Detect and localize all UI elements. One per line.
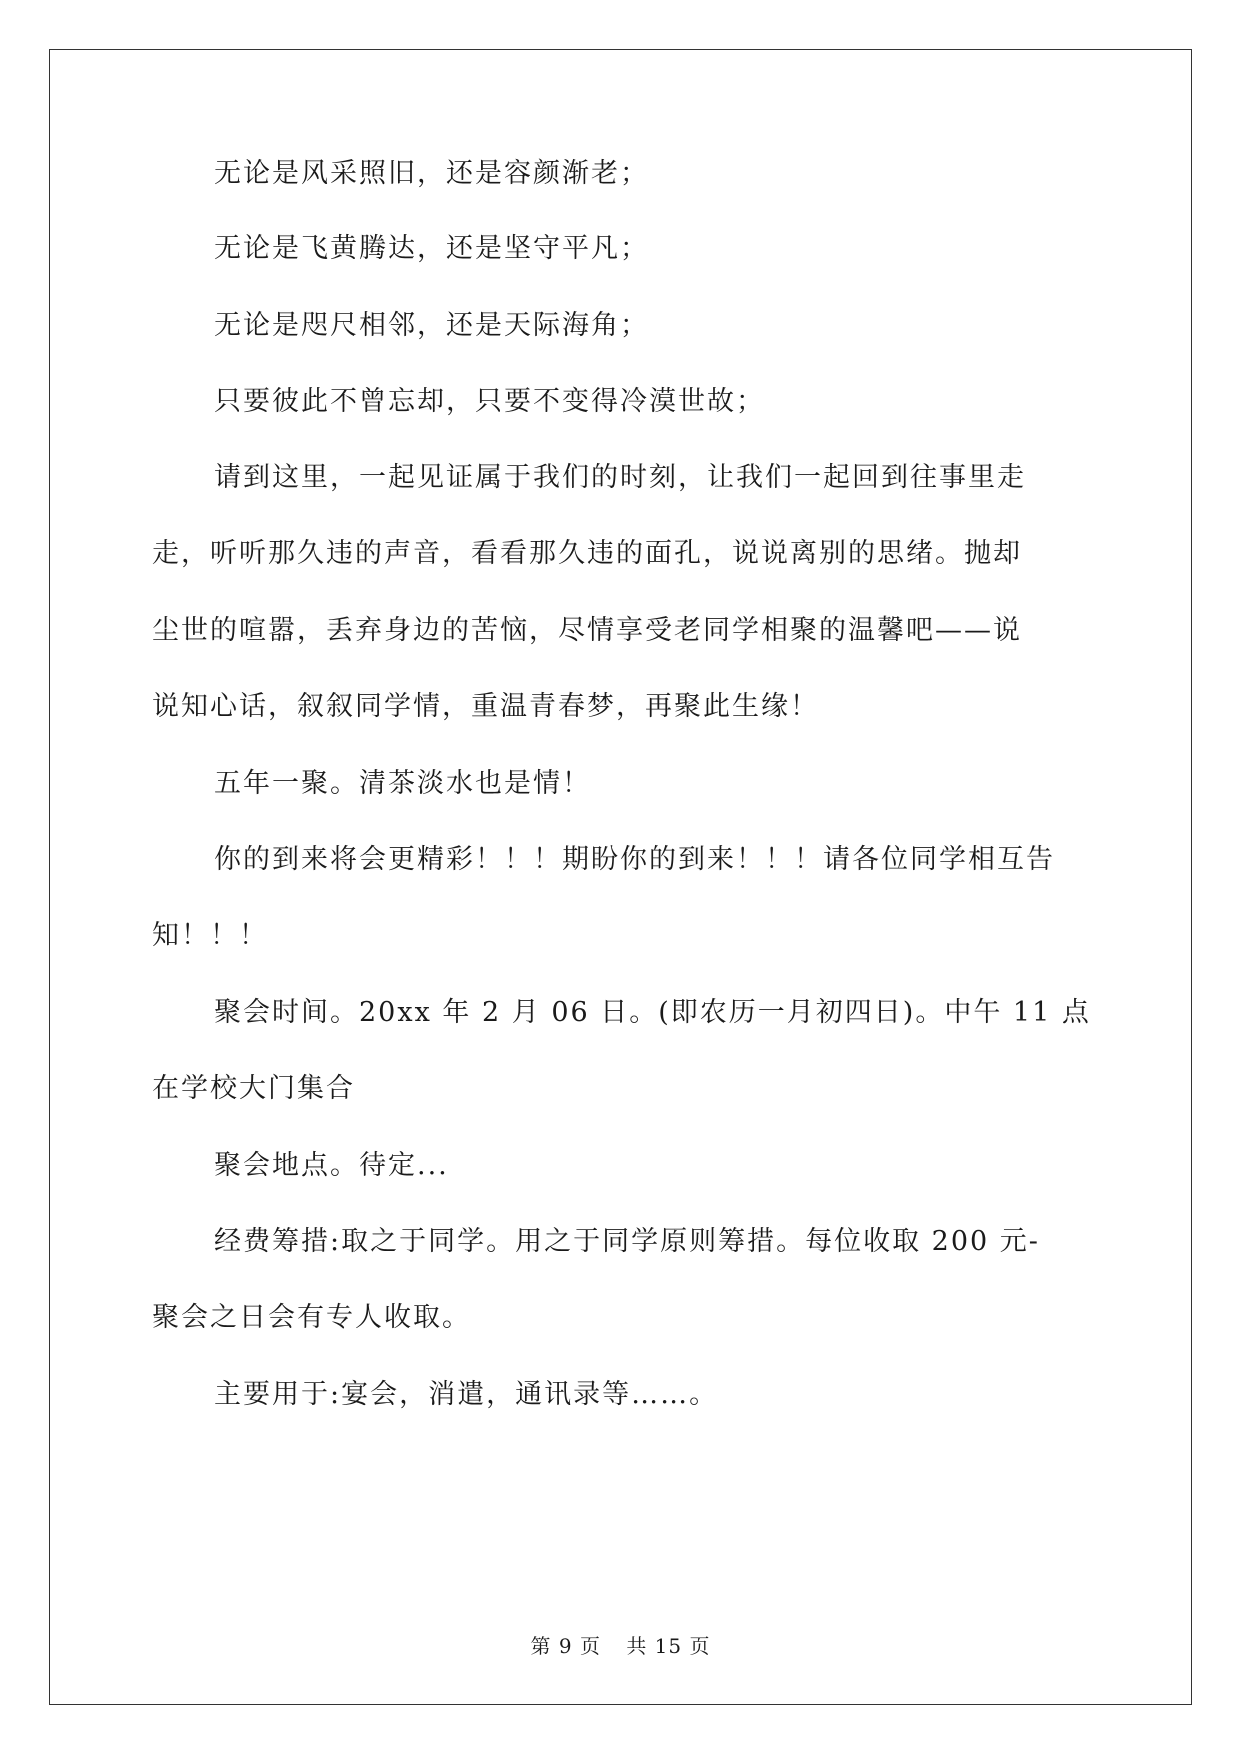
text-line: 无论是飞黄腾达，还是坚守平凡； (214, 233, 649, 264)
paragraph-3 (214, 308, 649, 344)
paragraph-6 (214, 766, 591, 802)
text-line: 无论是咫尺相邻，还是天际海角； (214, 310, 649, 341)
text-line: 聚会之日会有专人收取。 (152, 1302, 471, 1333)
paragraph-4 (214, 384, 765, 420)
text-line: 走，听听那久违的声音，看看那久违的面孔，说说离别的思绪。抛却 (152, 538, 1022, 569)
paragraph-2 (214, 231, 649, 267)
text-line: 尘世的喧嚣，丢弃身边的苦恼，尽情享受老同学相聚的温馨吧——说 (152, 615, 1022, 646)
text-line: 聚会时间。20xx 年 2 月 06 日。(即农历一月初四日)。中午 11 点 (214, 997, 1091, 1028)
text-line: 在学校大门集合 (152, 1073, 355, 1104)
text-line: 聚会地点。待定... (214, 1150, 449, 1181)
text-line: 你的到来将会更精彩！！！期盼你的到来！！！请各位同学相互告 (214, 844, 1055, 875)
text-line: 主要用于:宴会，消遣，通讯录等……。 (214, 1379, 719, 1410)
text-line: 请到这里，一起见证属于我们的时刻，让我们一起回到往事里走 (214, 462, 1026, 493)
page-total: 共 15 页 (626, 1634, 711, 1658)
text-line: 经费筹措:取之于同学。用之于同学原则筹措。每位收取 200 元- (214, 1226, 1040, 1257)
paragraph-1 (214, 156, 649, 192)
paragraph-11 (214, 1377, 718, 1413)
text-line: 五年一聚。清茶淡水也是情！ (214, 768, 591, 799)
text-line: 说知心话，叙叙同学情，重温青春梦，再聚此生缘！ (152, 691, 819, 722)
text-line: 知！！！ (152, 920, 268, 951)
paragraph-9 (214, 1148, 449, 1184)
page-footer (0, 1630, 1241, 1659)
page-number: 第 9 页 (530, 1634, 601, 1658)
text-line: 无论是风采照旧，还是容颜渐老； (214, 158, 649, 189)
text-line: 只要彼此不曾忘却，只要不变得冷漠世故； (214, 386, 765, 417)
